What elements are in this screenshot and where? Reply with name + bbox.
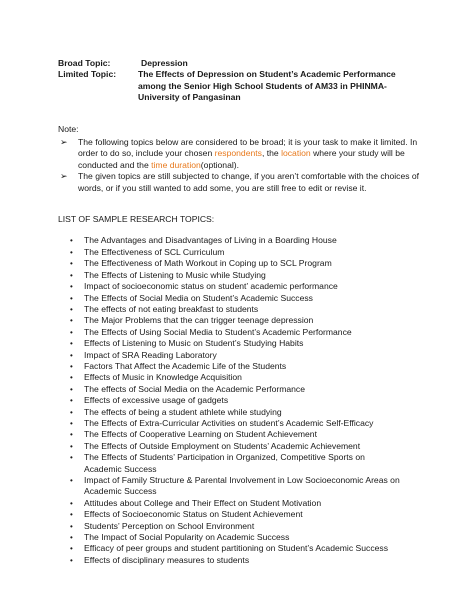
list-item — [58, 293, 424, 304]
note-text-part: The following topics below are considered to be broad; it is your task to make it limited. In order to do so, include your chosen — [78, 137, 418, 159]
bullet-icon: • — [70, 259, 73, 269]
list-item — [58, 441, 424, 452]
list-item — [58, 247, 424, 258]
bullet-icon: • — [70, 555, 73, 565]
bullet-icon: • — [70, 476, 73, 485]
list-item — [58, 475, 424, 498]
note-text-part: where your study will be conducted and the — [78, 148, 405, 170]
topic-text: Impact of socioeconomic status on student’ academic performance — [84, 281, 338, 292]
topic-text: Effects of excessive usage of gadgets — [84, 395, 229, 406]
topic-text: The Effects of Students’ Participation in Organized, Competitive Sports on Academic Success — [84, 452, 365, 474]
bullet-icon: • — [70, 384, 73, 394]
topic-text: The Effectiveness of Math Workout in Coping up to SCL Program — [84, 258, 332, 269]
topic-text: The effects of not eating breakfast to students — [84, 303, 259, 314]
list-item — [58, 521, 424, 532]
topic-text: The Effects of Outside Employment on Students’ Academic Achievement — [84, 440, 361, 451]
topic-text: Attitudes about College and Their Effect on Student Motivation — [84, 497, 322, 508]
topic-text: The Effects of Social Media on Student’s Academic Success — [84, 292, 313, 303]
list-item — [58, 543, 424, 554]
bullet-icon: • — [70, 236, 73, 246]
list-item — [58, 338, 424, 349]
bullet-icon: • — [70, 373, 73, 383]
bullet-icon: • — [70, 521, 73, 531]
topic-text: The Effectiveness of SCL Curriculum — [84, 246, 225, 257]
topic-text: The Effects of Cooperative Learning on Student Achievement — [84, 429, 317, 440]
list-item — [58, 361, 424, 372]
bullet-icon: • — [70, 453, 73, 463]
bullet-icon: • — [70, 407, 73, 417]
note-list — [58, 137, 424, 194]
list-item — [58, 235, 424, 246]
list-item — [58, 327, 424, 338]
topic-text: Factors That Affect the Academic Life of the Students — [84, 360, 287, 371]
highlight-time-duration: time duration — [151, 159, 201, 170]
topic-text: The Effects of Listening to Music while Studying — [84, 269, 266, 280]
list-item — [58, 315, 424, 326]
list-item — [58, 555, 424, 566]
bullet-icon: • — [70, 327, 73, 337]
list-item — [58, 384, 424, 395]
topic-text: The Major Problems that the can trigger teenage depression — [84, 315, 314, 326]
bullet-icon: • — [70, 533, 73, 543]
arrow-bullet-icon: ➢ — [60, 171, 68, 182]
broad-topic-label: Broad Topic: — [58, 58, 111, 68]
bullet-icon: • — [70, 418, 73, 428]
list-item — [58, 281, 424, 292]
list-item — [58, 498, 424, 509]
list-item — [58, 258, 424, 269]
topic-text: Effects of Listening to Music on Student’s Studying Habits — [84, 338, 304, 349]
list-item — [58, 532, 424, 543]
bullet-icon: • — [70, 304, 73, 314]
broad-topic-row — [58, 58, 424, 69]
sample-topic-list — [58, 235, 424, 566]
topic-text: The effects of Social Media on the Academic Performance — [84, 383, 306, 394]
bullet-icon: • — [70, 350, 73, 360]
topic-text: Efficacy of peer groups and student partitioning on Student’s Academic Success — [84, 543, 388, 554]
note-text-part: (optional). — [200, 159, 240, 170]
topic-text: The Impact of Social Popularity on Academic Success — [84, 532, 290, 543]
list-item — [58, 350, 424, 361]
broad-topic-value: Depression — [141, 58, 188, 68]
note-text-part: , the — [261, 148, 282, 159]
highlight-location: location — [281, 148, 311, 159]
topic-text: Effects of disciplinary measures to students — [84, 554, 250, 565]
topic-text: The Advantages and Disadvantages of Living in a Boarding House — [84, 235, 337, 246]
limited-topic-value: The Effects of Depression on Student’s Academic Performance among the Senior High School Students of AM33 in PHINMA- University of Pangasinan — [138, 69, 396, 103]
list-item — [58, 418, 424, 429]
topic-text: Impact of Family Structure & Parental Involvement in Low Socioeconomic Areas on Academic Success — [84, 475, 400, 497]
topic-text: The effects of being a student athlete while studying — [84, 406, 282, 417]
list-item — [58, 429, 424, 440]
list-heading: LIST OF SAMPLE RESEARCH TOPICS: — [58, 214, 215, 225]
topic-text: Effects of Socioeconomic Status on Student Achievement — [84, 509, 303, 520]
list-item — [58, 407, 424, 418]
arrow-bullet-icon: ➢ — [60, 137, 68, 148]
bullet-icon: • — [70, 316, 73, 326]
bullet-icon: • — [70, 339, 73, 349]
note-text-1 — [78, 137, 424, 171]
bullet-icon: • — [70, 293, 73, 303]
list-item — [58, 372, 424, 383]
topic-text: The Effects of Extra-Curricular Activities on student’s Academic Self-Efficacy — [84, 417, 374, 428]
bullet-icon: • — [70, 544, 73, 554]
list-item — [58, 452, 424, 475]
bullet-icon: • — [70, 441, 73, 451]
limited-topic-row — [58, 69, 424, 103]
bullet-icon: • — [70, 282, 73, 292]
bullet-icon: • — [70, 510, 73, 520]
highlight-respondents: respondents — [214, 148, 262, 159]
topic-text: Students’ Perception on School Environment — [84, 520, 255, 531]
note-text-2: The given topics are still subjected to change, if you aren’t comfortable with the choices of words, or if you still wanted to add some, you are still free to edit or revise it. — [78, 171, 420, 193]
list-item — [58, 304, 424, 315]
note-label: Note: — [58, 123, 79, 134]
bullet-icon: • — [70, 396, 73, 406]
bullet-icon: • — [70, 361, 73, 371]
bullet-icon: • — [70, 430, 73, 440]
note-item — [58, 137, 424, 171]
list-item — [58, 509, 424, 520]
list-item — [58, 395, 424, 406]
topic-text: Effects of Music in Knowledge Acquisition — [84, 372, 242, 383]
list-item — [58, 270, 424, 281]
topic-text: The Effects of Using Social Media to Student’s Academic Performance — [84, 326, 352, 337]
bullet-icon: • — [70, 247, 73, 257]
topic-text: Impact of SRA Reading Laboratory — [84, 349, 217, 360]
limited-topic-label: Limited Topic: — [58, 69, 117, 80]
bullet-icon: • — [70, 498, 73, 508]
note-item — [58, 171, 424, 194]
bullet-icon: • — [70, 270, 73, 280]
